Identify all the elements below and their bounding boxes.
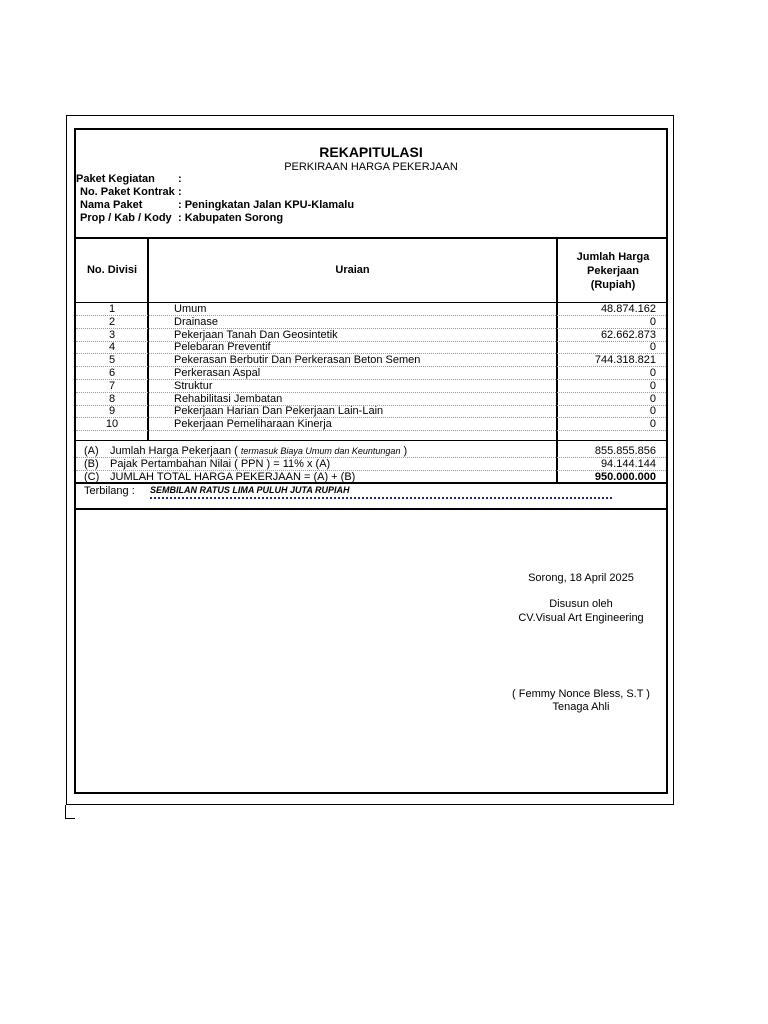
cell-amount: 744.318.821 [594,354,656,366]
summary-amount: 94.144.144 [600,458,656,470]
info-label: No. Paket Kontrak [80,186,175,198]
signature-company: CV.Visual Art Engineering [518,612,644,624]
header-amount-line: (Rupiah) [590,279,636,291]
document-frame [74,128,668,794]
header-uraian: Uraian [335,264,370,276]
signature-place-date: Sorong, 18 April 2025 [528,572,634,584]
info-label: Paket Kegiatan [76,173,155,185]
summary-label-text: Jumlah Harga Pekerjaan ( [110,445,238,457]
cell-desc: Struktur [174,380,213,392]
cell-no: 6 [108,367,116,379]
summary-amount: 855.855.856 [594,445,656,457]
info-label: Nama Paket [80,199,143,211]
summary-row-c [76,471,666,484]
cell-desc: Pekerjaan Harian Dan Pekerjaan Lain-Lain [174,405,384,417]
summary-code: (B) [84,458,99,470]
header-amount-line: Jumlah Harga [576,251,650,263]
cell-desc: Pekerjaan Pemeliharaan Kinerja [174,418,332,430]
summary-label: JUMLAH TOTAL HARGA PEKERJAAN = (A) + (B) [110,471,356,483]
cell-desc: Umum [174,303,207,315]
document-title: REKAPITULASI [319,144,423,160]
summary-label-close: ) [403,445,408,457]
corner-mark [65,818,75,819]
table-top-border [76,237,666,239]
summary-code: (A) [84,445,99,457]
cell-no: 7 [108,380,116,392]
cell-desc: Pekerasan Berbutir Dan Perkerasan Beton Semen [174,354,421,366]
document-subtitle: PERKIRAAN HARGA PEKERJAAN [284,161,458,173]
info-label: Prop / Kab / Kody [80,212,172,224]
header-amount-line: Pekerjaan [587,265,639,277]
signature-name: ( Femmy Nonce Bless, S.T ) [512,688,650,700]
info-value: : [178,186,182,198]
corner-mark [65,805,66,819]
terbilang-label: Terbilang : [84,485,135,497]
row-divider [76,430,666,431]
cell-amount: 0 [649,393,656,405]
terbilang-bottom-border [76,508,666,510]
cell-no: 2 [108,316,116,328]
info-value: : Peningkatan Jalan KPU-Klamalu [178,199,355,211]
info-value: : [178,173,182,185]
cell-no: 9 [108,405,116,417]
cell-desc: Drainase [174,316,219,328]
cell-no: 3 [108,329,116,341]
summary-label [110,445,407,457]
header-no-divisi: No. Divisi [86,264,138,276]
info-value: : Kabupaten Sorong [178,212,284,224]
cell-no: 10 [105,418,119,430]
terbilang-dotted-line [150,497,612,499]
header-jumlah-harga [558,250,668,292]
cell-no: 1 [108,303,116,315]
cell-desc: Rehabilitasi Jembatan [174,393,283,405]
cell-amount: 0 [649,418,656,430]
signature-role: Tenaga Ahli [552,701,610,713]
cell-desc: Pekerjaan Tanah Dan Geosintetik [174,329,338,341]
cell-amount: 0 [649,367,656,379]
cell-amount: 48.874.162 [600,303,656,315]
terbilang-value: SEMBILAN RATUS LIMA PULUH JUTA RUPIAH [150,485,350,495]
signature-prepared-by: Disusun oleh [549,598,613,610]
cell-amount: 0 [649,380,656,392]
summary-label: Pajak Pertambahan Nilai ( PPN ) = 11% x (A) [110,458,331,470]
cell-amount: 62.662.873 [600,329,656,341]
cell-no: 4 [108,341,116,353]
summary-code: (C) [84,471,100,483]
cell-amount: 0 [649,316,656,328]
summary-amount-total: 950.000.000 [594,471,656,483]
cell-amount: 0 [649,341,656,353]
rows-bottom-border [76,440,666,441]
summary-note: termasuk Biaya Umum dan Keuntungan [240,446,401,456]
cell-amount: 0 [649,405,656,417]
cell-no: 8 [108,393,116,405]
cell-desc: Perkerasan Aspal [174,367,261,379]
cell-desc: Pelebaran Preventif [174,341,271,353]
cell-no: 5 [108,354,116,366]
